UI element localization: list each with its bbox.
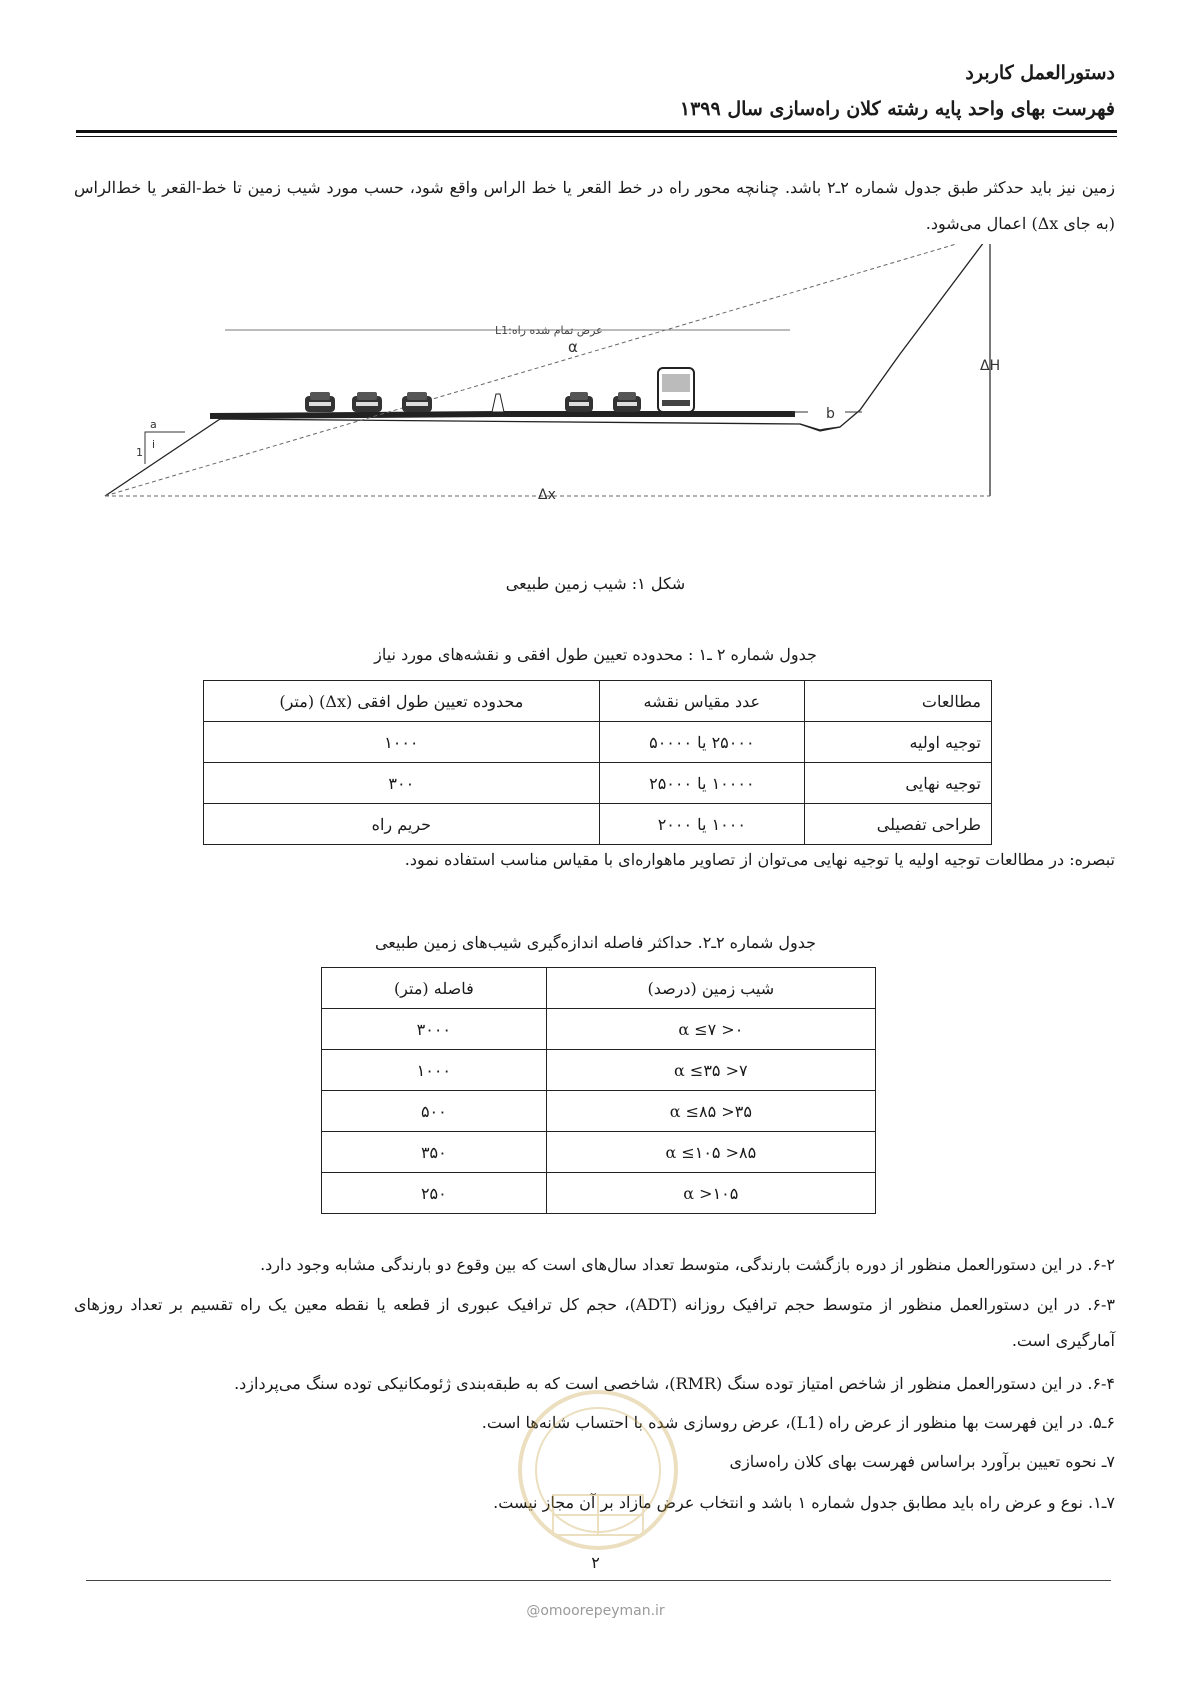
- table-cell: ۱۰۰۰۰ یا ۲۵۰۰۰: [599, 763, 804, 804]
- table1-note: تبصره: در مطالعات توجیه اولیه یا توجیه نهایی می‌توان از تصاویر ماهواره‌ای با مقیاس مناسب استفاده نمود.: [404, 850, 1115, 869]
- table-header-cell: شیب زمین (درصد): [546, 968, 875, 1009]
- header-title: دستورالعمل کاربرد: [965, 62, 1115, 84]
- list-item: ۶-۴. در این دستورالعمل منظور از شاخص امتیاز توده سنگ (RMR)، شاخصی است که به طبقه‌بندی ژئومکانیکی توده سنگ می‌پردازد.: [234, 1374, 1115, 1393]
- table-cell: ۳۵۰: [322, 1132, 547, 1173]
- dx-label: Δx: [538, 487, 556, 503]
- table-cell: ۳۵< α ≤۸۵: [546, 1091, 875, 1132]
- slope-i-label: i: [152, 438, 156, 451]
- table-header-row: [204, 681, 992, 722]
- car-icon: [402, 392, 432, 412]
- table-cell: α >۱۰۵: [546, 1173, 875, 1214]
- alpha-line: [105, 244, 990, 496]
- footer-rule: [86, 1580, 1111, 1581]
- table2: [321, 967, 876, 1214]
- table-header-cell: مطالعات: [805, 681, 992, 722]
- car-icon: [565, 392, 593, 412]
- dh-label: ΔH: [980, 358, 1000, 374]
- table-cell: ۰< α ≤۷: [546, 1009, 875, 1050]
- car-icon: [613, 392, 641, 412]
- figure-caption: شکل ۱: شیب زمین طبیعی: [505, 574, 686, 593]
- table-cell: ۱۰۰۰ یا ۲۰۰۰: [599, 804, 804, 845]
- car-icon: [305, 392, 335, 412]
- table-header-cell: محدوده تعیین طول افقی (Δx) (متر): [204, 681, 600, 722]
- car-icon: [352, 392, 382, 412]
- table-header-cell: عدد مقیاس نقشه: [599, 681, 804, 722]
- table-cell: توجیه نهایی: [805, 763, 992, 804]
- list-item: ۶-۲. در این دستورالعمل منظور از دوره بازگشت بارندگی، متوسط تعداد سال‌های است که بین وقوع دو بارندگی مشابه وجود دارد.: [260, 1255, 1115, 1274]
- table-row: [322, 1091, 876, 1132]
- table-row: [322, 1132, 876, 1173]
- table2-caption: جدول شماره ۲ـ۲. حداکثر فاصله اندازه‌گیری شیب‌های زمین طبیعی: [374, 933, 817, 952]
- alpha-label: α: [568, 338, 578, 356]
- list-item: ۷ـ۱. نوع و عرض راه باید مطابق جدول شماره ۱ باشد و انتخاب عرض مازاد بر آن مجاز نیست.: [493, 1493, 1115, 1512]
- bus-icon: [658, 368, 694, 412]
- table-header-cell: فاصله (متر): [322, 968, 547, 1009]
- footer-url: @omoorepeyman.ir: [526, 1603, 665, 1619]
- table-row: [204, 804, 992, 845]
- table-row: [204, 763, 992, 804]
- header-rule-thin: [76, 136, 1117, 137]
- watermark-seal-icon: [513, 1375, 683, 1575]
- table-cell: ۵۰۰: [322, 1091, 547, 1132]
- b-label: b: [826, 406, 835, 422]
- header-rule-thick: [76, 130, 1117, 133]
- table-cell: حریم راه: [204, 804, 600, 845]
- table-cell: ۸۵< α ≤۱۰۵: [546, 1132, 875, 1173]
- table-cell: ۲۵۰: [322, 1173, 547, 1214]
- table-row: [322, 1050, 876, 1091]
- table-cell: طراحی تفصیلی: [805, 804, 992, 845]
- header-subtitle: فهرست بهای واحد پایه رشته کلان راه‌سازی سال ۱۳۹۹: [679, 98, 1115, 120]
- intro-paragraph: زمین نیز باید حدکثر طبق جدول شماره ۲ـ۲ باشد. چنانچه محور راه در خط القعر یا خط الراس واقع شود، حسب مورد شیب زمین تا خط-القعر یا خط‌الراس (به جای Δx) اعمال می‌شود.: [74, 178, 1116, 233]
- table-cell: ۲۵۰۰۰ یا ۵۰۰۰۰: [599, 722, 804, 763]
- table-cell: ۱۰۰۰: [204, 722, 600, 763]
- median-barrier: [492, 394, 504, 412]
- table-cell: ۳۰۰: [204, 763, 600, 804]
- table-cell: ۱۰۰۰: [322, 1050, 547, 1091]
- table-header-row: [322, 968, 876, 1009]
- l1-label: L1:عرض تمام شده راه: [495, 324, 603, 337]
- table-row: [322, 1173, 876, 1214]
- slope-figure: [100, 244, 1000, 514]
- page-number: ۲: [591, 1553, 600, 1572]
- road-surface: [210, 414, 795, 416]
- table-cell: توجیه اولیه: [805, 722, 992, 763]
- list-item: ۶-۳. در این دستورالعمل منظور از متوسط حجم ترافیک روزانه (ADT)، حجم کل ترافیک عبوری از قطعه یا نقطه معین یک راه تقسیم بر تعداد روزهای آمارگیری است.: [74, 1295, 1115, 1350]
- list-item: ۷ـ نحوه تعیین برآورد براساس فهرست بهای کلان راه‌سازی: [729, 1452, 1115, 1471]
- table1: [203, 680, 992, 845]
- table1-caption: جدول شماره ۲ ـ۱ : محدوده تعیین طول افقی و نقشه‌های مورد نیاز: [374, 645, 817, 664]
- table-cell: ۳۰۰۰: [322, 1009, 547, 1050]
- slope-one-label: 1: [136, 446, 143, 459]
- table-row: [322, 1009, 876, 1050]
- table-cell: ۷< α ≤۳۵: [546, 1050, 875, 1091]
- side-ditch: [800, 424, 840, 430]
- list-item: ۶ـ۵. در این فهرست بها منظور از عرض راه (L1)، عرض روسازی شده با احتساب شانه‌ها است.: [481, 1413, 1115, 1432]
- slope-a-label: a: [150, 418, 157, 431]
- table-row: [204, 722, 992, 763]
- slope-legend: [145, 432, 185, 464]
- ground-profile: [105, 244, 990, 496]
